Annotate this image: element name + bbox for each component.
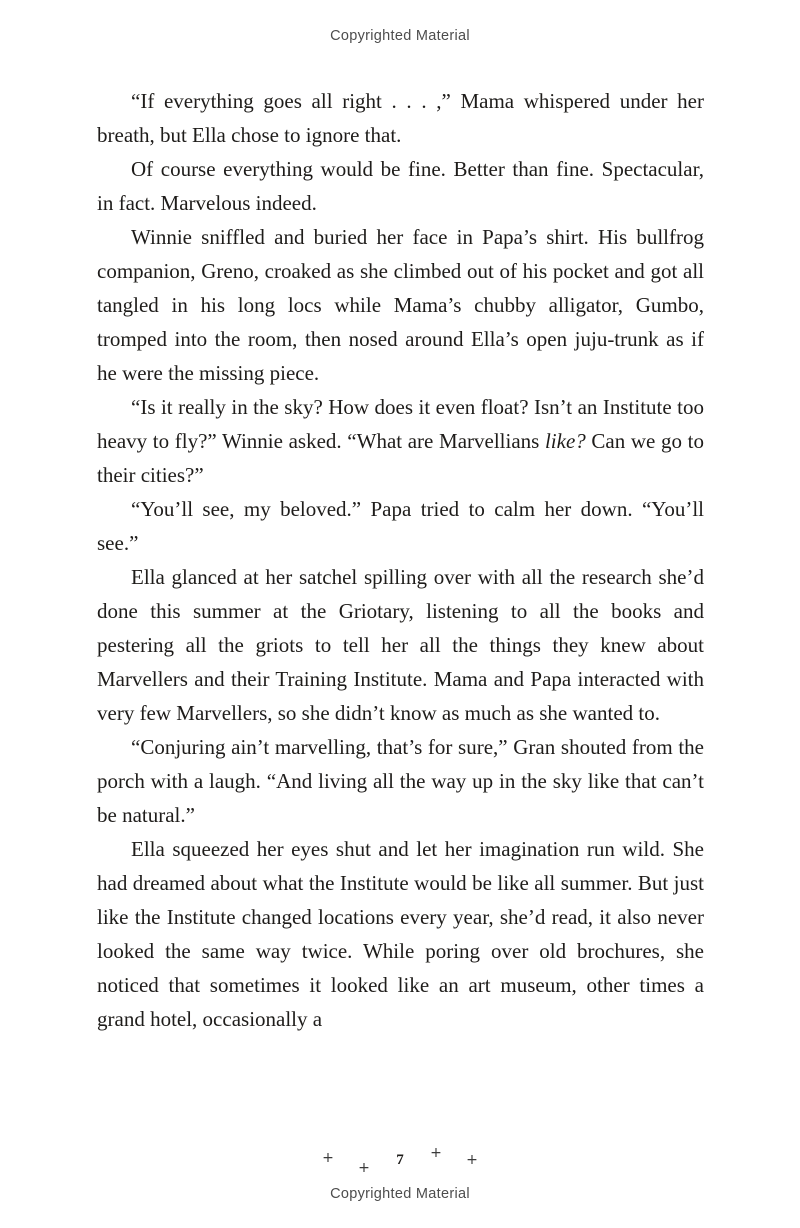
page-number: 7 bbox=[396, 1151, 404, 1168]
text-segment: “Is it really in the sky? How does it even float? Isn’t an Institute too heavy to fly?” Winnie asked. “What are Marvellians bbox=[97, 395, 704, 453]
page-body bbox=[97, 84, 704, 1036]
copyright-footer: Copyrighted Material bbox=[330, 1186, 470, 1202]
text-segment: Of course everything would be fine. Better than fine. Spectacular, in fact. Marvelous indeed. bbox=[97, 157, 704, 215]
text-segment: “If everything goes all right . . . ,” Mama whispered under her breath, but Ella chose to ignore that. bbox=[97, 89, 704, 147]
paragraph bbox=[97, 390, 704, 492]
plus-ornament-icon: + bbox=[358, 1160, 370, 1176]
plus-ornament-icon: + bbox=[430, 1145, 442, 1161]
paragraph bbox=[97, 152, 704, 220]
paragraph bbox=[97, 492, 704, 560]
text-segment: Ella glanced at her satchel spilling over with all the research she’d done this summer at the Griotary, listening to all the books and pestering all the griots to tell her all the things they knew about Marvellers and their Training Institute. Mama and Papa interacted with very few Marvellers, so she didn’t know as much as she wanted to. bbox=[97, 565, 704, 725]
paragraph bbox=[97, 84, 704, 152]
text-segment: “You’ll see, my beloved.” Papa tried to calm her down. “You’ll see.” bbox=[97, 497, 704, 555]
text-segment: “Conjuring ain’t marvelling, that’s for sure,” Gran shouted from the porch with a laugh. “And living all the way up in the sky like that can’t be natural.” bbox=[97, 735, 704, 827]
paragraph bbox=[97, 730, 704, 832]
text-segment: Winnie sniffled and buried her face in Papa’s shirt. His bullfrog companion, Greno, croaked as she climbed out of his pocket and got all tangled in his long locs while Mama’s chubby alligator, Gumbo, tromped into the room, then nosed around Ella’s open juju-trunk as if he were the missing piece. bbox=[97, 225, 704, 385]
plus-ornament-icon: + bbox=[322, 1150, 334, 1166]
copyright-header: Copyrighted Material bbox=[330, 28, 470, 44]
text-segment-italic: like? bbox=[544, 429, 586, 453]
paragraph bbox=[97, 832, 704, 1036]
text-segment: Can we go to their cities?” bbox=[97, 429, 704, 487]
paragraph bbox=[97, 220, 704, 390]
text-segment: Ella squeezed her eyes shut and let her imagination run wild. She had dreamed about what the Institute would be like all summer. But just like the Institute changed locations every year, she’d read, it also never looked the same way twice. While poring over old brochures, she noticed that sometimes it looked like an art museum, other times a grand hotel, occasionally a bbox=[97, 837, 704, 1031]
paragraph bbox=[97, 560, 704, 730]
plus-ornament-icon: + bbox=[466, 1152, 478, 1168]
page-number-row bbox=[0, 1140, 800, 1180]
